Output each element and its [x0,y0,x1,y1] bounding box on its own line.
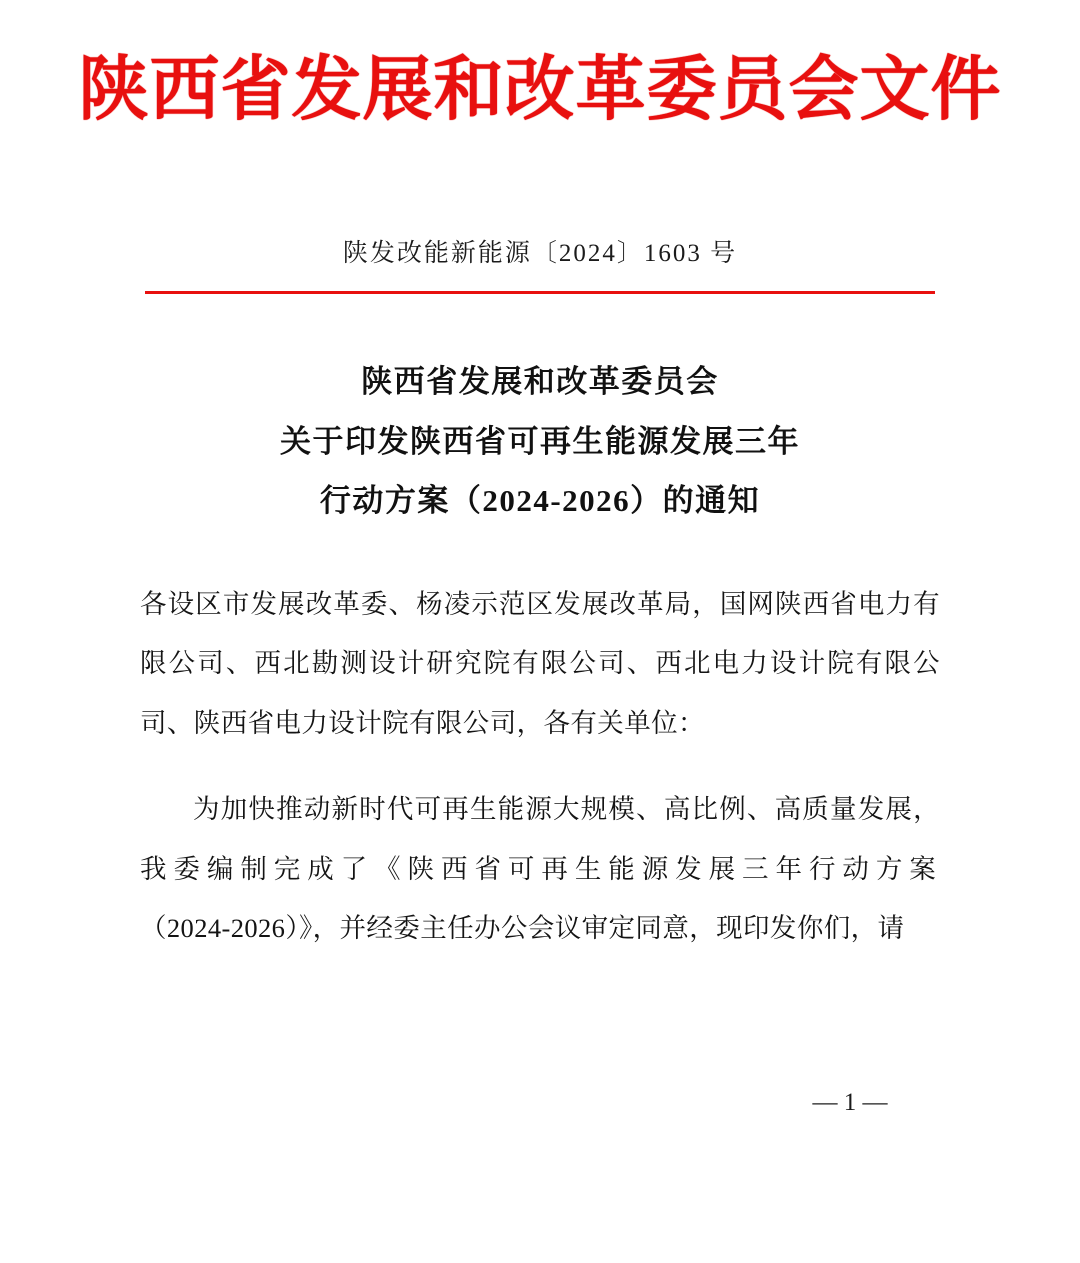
page-title-line-1: 陕西省发展和改革委员会 [361,364,719,399]
masthead [0,52,1080,129]
page-title-line-2: 关于印发陕西省可再生能源发展三年 [280,423,800,459]
page-title-line-3: 行动方案（2024-2026）的通知 [319,483,761,519]
red-divider-rule [145,291,935,294]
document-number: 陕发改能新能源〔2024〕1603 号 [342,240,738,267]
addressee-paragraph: 各设区市发展改革委、杨凌示范区发展改革局，国网陕西省电力有限公司、西北勘测设计研究院有限公司、西北电力设计院有限公司、陕西省电力设计院有限公司，各有关单位： [140,588,940,738]
body-paragraph-1 [140,780,940,959]
body-paragraph-1-part-3: （2024-2026）》，并经委主任办公会议审定同意，现印发你们，请 [140,913,905,944]
body-paragraph-1-part-2: 我委编制完成了《陕西省可再生能源发展三年行动方案 [140,853,940,884]
document-number-block [0,233,1080,294]
page-title [0,352,1080,531]
document-body [140,575,940,959]
masthead-title: 陕西省发展和改革委员会文件 [78,52,1002,129]
page-number: — 1 — [812,1089,888,1116]
body-paragraph-1-part-1: 为加快推动新时代可再生能源大规模、高比例、高质量发展， [193,793,940,824]
document-page [0,52,1080,1263]
